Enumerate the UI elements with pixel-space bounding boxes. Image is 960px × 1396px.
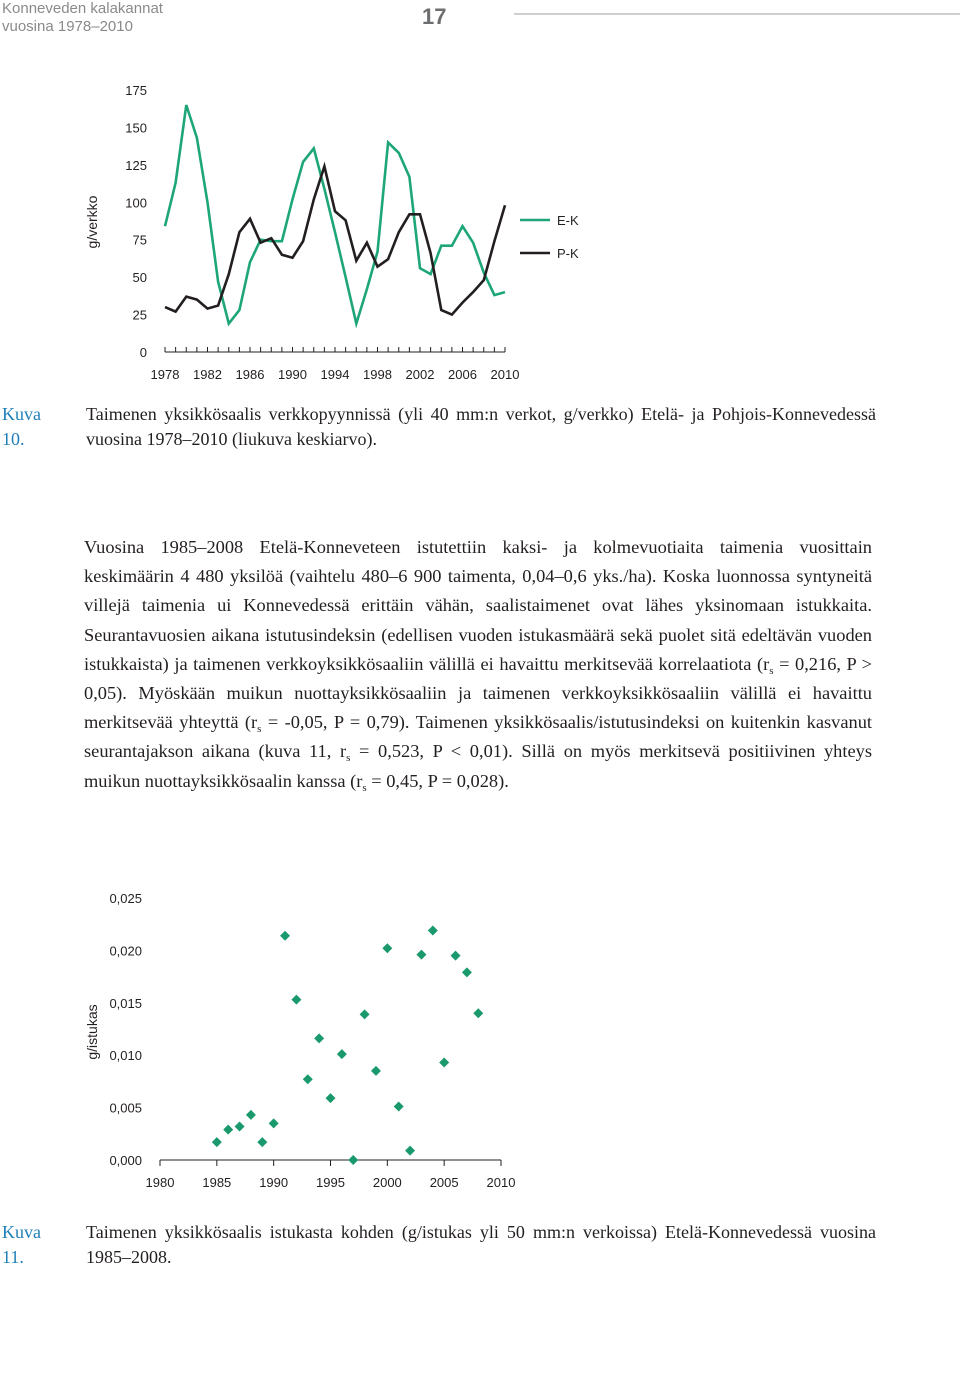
scatter-point xyxy=(360,1009,370,1019)
x-tick-label: 1995 xyxy=(316,1175,345,1190)
scatter-point xyxy=(235,1121,245,1131)
x-tick-label: 1990 xyxy=(278,367,307,382)
x-tick-label: 2002 xyxy=(405,367,435,382)
x-tick-label: 2005 xyxy=(429,1175,459,1190)
scatter-point xyxy=(405,1146,415,1156)
figure-11-caption-number: Kuva 11. xyxy=(2,1222,41,1267)
figure-10-axes xyxy=(84,83,519,382)
y-tick-label: 125 xyxy=(125,157,147,173)
x-tick-label: 1985 xyxy=(202,1175,232,1190)
y-tick-label: 175 xyxy=(125,83,147,98)
running-header-subtitle: vuosina 1978–2010 xyxy=(2,18,133,35)
y-tick-label: 0,000 xyxy=(109,1153,142,1168)
body-paragraph xyxy=(84,533,872,796)
body-text-part-2: = 0,216, P > 0,05). Myöskään muikun nuottayksikkösaaliin ja taimenen verkkoyksikkösaaliin välillä ei havaittu merkitsevää yhteyttä (r xyxy=(84,653,873,733)
figure-10-caption-text: Taimenen yksikkösaalis verkkopyynnissä (yli 40 mm:n verkot, g/verkko) Etelä- ja Pohjois-Konnevedessä vuosina 1978–2010 (liukuva keskiarvo). xyxy=(86,404,876,449)
body-subscript-1: s xyxy=(769,664,774,677)
header-rule xyxy=(514,13,960,15)
y-axis-label: g/verkko xyxy=(84,195,100,249)
y-tick-label: 0,025 xyxy=(109,891,142,906)
body-text-part-5: = 0,45, P = 0,028). xyxy=(366,770,509,791)
legend-label-e-k: E-K xyxy=(557,213,579,228)
scatter-point xyxy=(348,1155,358,1165)
scatter-point xyxy=(246,1110,256,1120)
scatter-point xyxy=(337,1049,347,1059)
y-tick-label: 150 xyxy=(125,120,147,136)
x-tick-label: 1990 xyxy=(259,1175,289,1190)
y-tick-label: 75 xyxy=(132,232,147,248)
scatter-point xyxy=(394,1102,404,1112)
scatter-point xyxy=(291,995,301,1005)
x-tick-label: 2010 xyxy=(486,1175,516,1190)
figure-11-scatter-chart xyxy=(0,880,640,1200)
y-tick-label: 100 xyxy=(125,195,147,211)
scatter-point xyxy=(462,967,472,977)
y-axis-label: g/istukas xyxy=(84,1004,100,1060)
y-tick-label: 0 xyxy=(139,345,147,360)
x-tick-label: 1994 xyxy=(320,367,350,382)
figure-10-caption-number: Kuva 10. xyxy=(2,404,41,449)
page-number: 17 xyxy=(422,4,447,29)
scatter-point xyxy=(416,950,426,960)
body-text-part-4: = 0,523, P < 0,01). Sillä on myös merkitsevä positiivinen yhteys muikun nuottayksikkösaalin kanssa (r xyxy=(84,741,873,791)
x-tick-label: 1986 xyxy=(235,367,265,382)
x-tick-label: 2006 xyxy=(448,367,477,382)
running-header-title: Konneveden kalakannat xyxy=(2,0,163,17)
scatter-point xyxy=(269,1118,279,1128)
body-text-part-1: Vuosina 1985–2008 Etelä-Konneveteen istutettiin kaksi- ja kolmevuotiaita taimenia vuosittain keskimäärin 4 480 yksilöä (vaihtelu 480–6 900 taimenta, 0,04–0,6 yks./ha). Koska luonnossa syntyneitä villejä taimenia ui Konnevedessä erittäin vähän, saalistaimenet ovat lähes yksinomaan istukkaita. Seurantavuosien aikana istutusindeksin (edellisen vuoden istukasmäärä sekä puolet sitä edeltävän vuoden istukkaista) ja taimenen verkkoyksikkösaaliin välillä ei havaittu merkitsevää korrelaatiota (r xyxy=(84,537,872,674)
scatter-point xyxy=(439,1058,449,1068)
figure-10-line-chart xyxy=(0,70,640,390)
figure-10-series-lines xyxy=(165,105,505,324)
scatter-point xyxy=(428,925,438,935)
x-tick-label: 1980 xyxy=(145,1175,175,1190)
y-tick-label: 0,010 xyxy=(109,1048,142,1064)
scatter-point xyxy=(382,943,392,953)
scatter-point xyxy=(303,1074,313,1084)
scatter-point xyxy=(473,1008,483,1018)
body-subscript-2: s xyxy=(257,723,262,736)
figure-11-points xyxy=(212,925,483,1165)
y-tick-label: 0,005 xyxy=(109,1100,142,1116)
scatter-point xyxy=(371,1066,381,1076)
scatter-point xyxy=(451,951,461,961)
x-tick-label: 2000 xyxy=(372,1175,402,1190)
scatter-point xyxy=(326,1093,336,1103)
figure-11-axes xyxy=(84,891,515,1190)
body-subscript-3: s xyxy=(346,752,351,765)
body-subscript-4: s xyxy=(362,781,367,794)
y-tick-label: 0,015 xyxy=(109,995,142,1011)
y-tick-label: 25 xyxy=(132,307,147,323)
x-tick-label: 1982 xyxy=(193,367,222,382)
x-tick-label: 1978 xyxy=(150,367,180,382)
figure-10-legend xyxy=(520,213,579,261)
scatter-point xyxy=(257,1137,267,1147)
y-tick-label: 50 xyxy=(132,270,147,286)
x-tick-label: 2010 xyxy=(490,367,520,382)
scatter-point xyxy=(280,931,290,941)
scatter-point xyxy=(314,1033,324,1043)
series-line-e-k xyxy=(165,105,505,324)
x-tick-label: 1998 xyxy=(363,367,392,382)
scatter-point xyxy=(223,1125,233,1135)
y-tick-label: 0,020 xyxy=(109,943,142,959)
scatter-point xyxy=(212,1137,222,1147)
figure-11-caption-text: Taimenen yksikkösaalis istukasta kohden (g/istukas yli 50 mm:n verkoissa) Etelä-Konnevedessä vuosina 1985–2008. xyxy=(86,1222,876,1267)
body-text-part-3: = -0,05, P = 0,79). Taimenen yksikkösaalis/istutusindeksi on kuitenkin kasvanut seurantajakson aikana (kuva 11, r xyxy=(84,712,873,762)
legend-label-p-k: P-K xyxy=(557,246,579,261)
